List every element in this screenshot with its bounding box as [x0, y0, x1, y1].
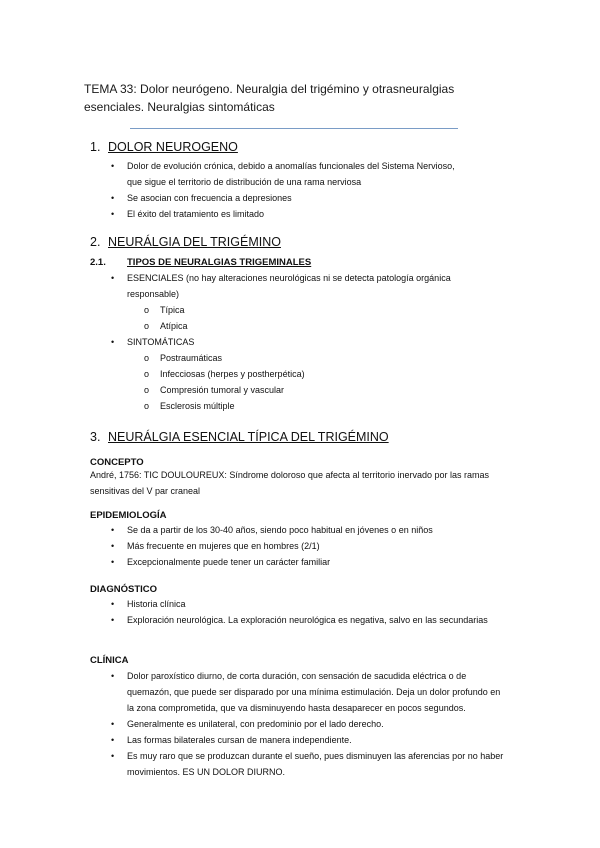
- list-item-text: Historia clínica: [127, 599, 186, 609]
- list-item-text: Generalmente es unilateral, con predominio por el lado derecho.: [127, 719, 384, 729]
- circle-bullet-icon: o: [144, 385, 150, 395]
- list-item-text: Más frecuente en mujeres que en hombres (2/1): [127, 541, 320, 551]
- sub-list-item: [144, 398, 472, 414]
- bullet-icon: •: [111, 161, 115, 171]
- list-item-text: Es muy raro que se produzcan durante el sueño, pues disminuyen las aferencias por no haber movimientos. ES UN DOLOR DIURNO.: [127, 751, 504, 777]
- section-3-number: 3.: [90, 430, 101, 444]
- list-item-text: El éxito del tratamiento es limitado: [127, 209, 265, 219]
- bullet-icon: •: [111, 671, 115, 681]
- bullet-icon: •: [111, 337, 115, 347]
- list-item: [111, 716, 507, 732]
- list-item-text: Exploración neurológica. La exploración neurológica es negativa, salvo en las secundarias: [127, 615, 488, 625]
- section-1-title: DOLOR NEUROGENO: [108, 140, 238, 154]
- sub-list-item-text: Típica: [160, 305, 185, 315]
- bullet-icon: •: [111, 735, 115, 745]
- list-item: [111, 732, 507, 748]
- section-2-list: [111, 270, 472, 414]
- sub-list-item: [144, 318, 472, 334]
- bullet-icon: •: [111, 615, 115, 625]
- bullet-icon: •: [111, 599, 115, 609]
- sub-list-item: [144, 350, 472, 366]
- section-1-list: [111, 158, 457, 222]
- list-item: [111, 596, 507, 612]
- section-2-number: 2.: [90, 235, 101, 249]
- clinica-list: [111, 668, 507, 780]
- sub-list: [144, 350, 472, 414]
- bullet-icon: •: [111, 751, 115, 761]
- list-item-text: Excepcionalmente puede tener un carácter familiar: [127, 557, 331, 567]
- circle-bullet-icon: o: [144, 321, 150, 331]
- sub-list-item-text: Esclerosis múltiple: [160, 401, 235, 411]
- section-1-heading: [90, 140, 238, 154]
- list-item-text: SINTOMÁTICAS: [127, 337, 195, 347]
- sub-list-item-text: Postraumáticas: [160, 353, 223, 363]
- sub-list-item-text: Atípica: [160, 321, 188, 331]
- list-item: [111, 334, 472, 414]
- circle-bullet-icon: o: [144, 401, 150, 411]
- sub-list-item-text: Infecciosas (herpes y postherpética): [160, 369, 305, 379]
- bullet-icon: •: [111, 273, 115, 283]
- bullet-icon: •: [111, 525, 115, 535]
- subsection-2-1-number: 2.1.: [90, 257, 106, 268]
- section-3-title: NEURÁLGIA ESENCIAL TÍPICA DEL TRIGÉMINO: [108, 430, 389, 444]
- subsection-2-1-title: TIPOS DE NEURALGIAS TRIGEMINALES: [127, 257, 312, 268]
- list-item: [111, 522, 497, 538]
- bullet-icon: •: [111, 541, 115, 551]
- clinica-heading: CLÍNICA: [90, 655, 129, 666]
- section-2-title: NEURÁLGIA DEL TRIGÉMINO: [108, 235, 281, 249]
- circle-bullet-icon: o: [144, 305, 150, 315]
- list-item: [111, 206, 457, 222]
- section-1-number: 1.: [90, 140, 101, 154]
- list-item: [111, 612, 507, 628]
- concepto-text: André, 1756: TIC DOULOUREUX: Síndrome doloroso que afecta al territorio inervado por las ramas sensitivas del V par craneal: [90, 470, 490, 496]
- bullet-icon: •: [111, 719, 115, 729]
- epidemiologia-heading: EPIDEMIOLOGÍA: [90, 510, 167, 521]
- list-item: [111, 748, 507, 780]
- list-item: [111, 554, 497, 570]
- section-2-heading: [90, 235, 281, 249]
- list-item: [111, 270, 472, 334]
- list-item-text: Las formas bilaterales cursan de manera independiente.: [127, 735, 352, 745]
- sub-list-item: [144, 302, 472, 318]
- sub-list-item-text: Compresión tumoral y vascular: [160, 385, 285, 395]
- bullet-icon: •: [111, 193, 115, 203]
- concepto-heading: CONCEPTO: [90, 457, 144, 468]
- list-item-text: Se da a partir de los 30-40 años, siendo poco habitual en jóvenes o en niños: [127, 525, 433, 535]
- document-title: TEMA 33: Dolor neurógeno. Neuralgia del trigémino y otrasneuralgias esenciales. Neuralgias sintomáticas: [84, 82, 455, 114]
- sub-list-item: [144, 382, 472, 398]
- list-item: [111, 190, 457, 206]
- title-divider: [130, 128, 458, 129]
- circle-bullet-icon: o: [144, 353, 150, 363]
- diagnostico-heading: DIAGNÓSTICO: [90, 584, 158, 595]
- list-item-text: ESENCIALES (no hay alteraciones neurológicas ni se detecta patología orgánica responsable): [127, 273, 451, 299]
- list-item: [111, 158, 457, 190]
- subsection-2-1-heading: [90, 257, 311, 268]
- epidemiologia-list: [111, 522, 497, 570]
- section-3-heading: [90, 430, 389, 444]
- sub-list-item: [144, 366, 472, 382]
- bullet-icon: •: [111, 209, 115, 219]
- diagnostico-list: [111, 596, 507, 628]
- bullet-icon: •: [111, 557, 115, 567]
- list-item-text: Dolor paroxístico diurno, de corta duración, con sensación de sacudida eléctrica o de quemazón, que puede ser disparado por una mínima estimulación. Deja un dolor profundo en la zona comprometida, que va disminuyendo hasta desaparecer en pocos segundos.: [127, 671, 501, 713]
- list-item: [111, 668, 507, 716]
- circle-bullet-icon: o: [144, 369, 150, 379]
- sub-list: [144, 302, 472, 334]
- list-item-text: Dolor de evolución crónica, debido a anomalías funcionales del Sistema Nervioso, que sigue el territorio de distribución de una rama nerviosa: [127, 161, 455, 187]
- list-item-text: Se asocian con frecuencia a depresiones: [127, 193, 292, 203]
- list-item: [111, 538, 497, 554]
